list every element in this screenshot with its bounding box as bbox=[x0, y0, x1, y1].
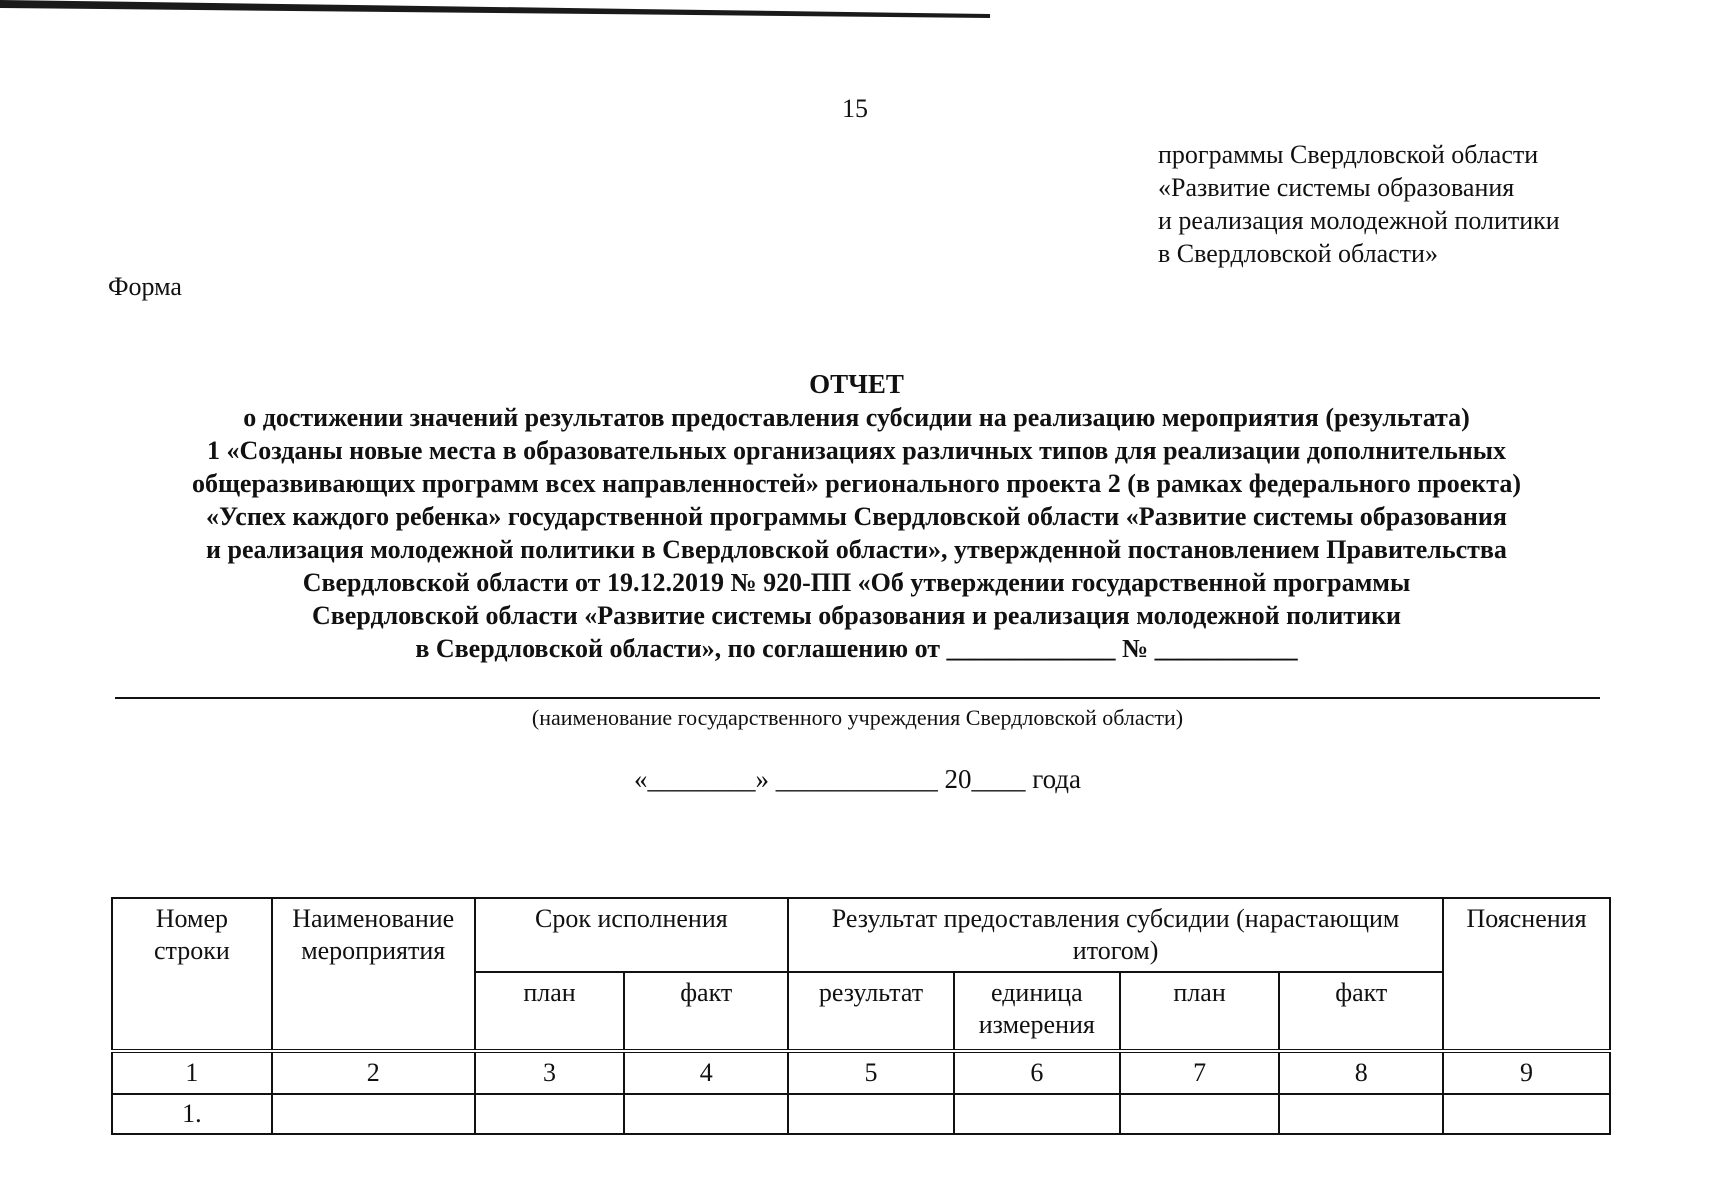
header-result-fact: факт bbox=[1279, 972, 1443, 1051]
title-line: о достижении значений результатов предоставления субсидии на реализацию мероприятия (результата) bbox=[243, 403, 1470, 432]
table-cell bbox=[1279, 1094, 1443, 1134]
table-row bbox=[112, 1094, 1610, 1134]
form-label: Форма bbox=[108, 272, 182, 301]
table-cell bbox=[788, 1094, 954, 1134]
column-number: 5 bbox=[788, 1051, 954, 1094]
header-line: «Развитие системы образования bbox=[1158, 173, 1515, 202]
header-line: программы Свердловской области bbox=[1158, 140, 1539, 169]
header-deadline-plan: план bbox=[475, 972, 625, 1051]
report-table bbox=[111, 897, 1611, 1135]
table-cell: 1. bbox=[112, 1094, 272, 1134]
page-number: 15 bbox=[842, 94, 868, 123]
title-line: Свердловской области «Развитие системы образования и реализация молодежной политики bbox=[311, 601, 1402, 630]
header-reference-block bbox=[1158, 138, 1658, 270]
header-event-name: Наименование мероприятия bbox=[272, 898, 475, 1051]
header-line: в Свердловской области» bbox=[1158, 239, 1438, 268]
table-cell bbox=[624, 1094, 788, 1134]
table-header-row bbox=[112, 898, 1610, 972]
column-number: 6 bbox=[954, 1051, 1120, 1094]
institution-name-line bbox=[115, 697, 1600, 699]
column-number: 1 bbox=[112, 1051, 272, 1094]
header-line: и реализация молодежной политики bbox=[1158, 206, 1560, 235]
institution-caption: (наименование государственного учреждения Свердловской области) bbox=[531, 705, 1184, 730]
header-result-plan: план bbox=[1120, 972, 1280, 1051]
table-cell bbox=[272, 1094, 475, 1134]
date-line: «________» ____________ 20____ года bbox=[633, 764, 1082, 794]
scan-edge-mark bbox=[0, 0, 990, 20]
title-line: Свердловской области от 19.12.2019 № 920-ПП «Об утверждении государственной программы bbox=[302, 568, 1411, 597]
header-result-value: результат bbox=[788, 972, 954, 1051]
table-cell bbox=[1120, 1094, 1280, 1134]
column-number: 8 bbox=[1279, 1051, 1443, 1094]
column-number: 9 bbox=[1443, 1051, 1610, 1094]
title-line: общеразвивающих программ всех направленностей» регионального проекта 2 (в рамках федерального проекта) bbox=[191, 469, 1522, 498]
title-line: 1 «Созданы новые места в образовательных организациях различных типов для реализации дополнительных bbox=[206, 436, 1507, 465]
header-deadline: Срок исполнения bbox=[475, 898, 788, 972]
header-result: Результат предоставления субсидии (нарастающим итогом) bbox=[788, 898, 1443, 972]
table-cell bbox=[1443, 1094, 1610, 1134]
table-cell bbox=[954, 1094, 1120, 1134]
header-row-number: Номер строки bbox=[112, 898, 272, 1051]
title-line: в Свердловской области», по соглашению от _____________ № ___________ bbox=[415, 634, 1298, 663]
title-line: и реализация молодежной политики в Свердловской области», утвержденной постановлением Правительства bbox=[206, 535, 1507, 564]
column-number: 7 bbox=[1120, 1051, 1280, 1094]
column-number-row bbox=[112, 1051, 1610, 1094]
header-notes: Пояснения bbox=[1443, 898, 1610, 1051]
header-deadline-fact: факт bbox=[624, 972, 788, 1051]
table-cell bbox=[475, 1094, 625, 1134]
report-heading: ОТЧЕТ bbox=[809, 369, 904, 399]
column-number: 4 bbox=[624, 1051, 788, 1094]
title-line: «Успех каждого ребенка» государственной программы Свердловской области «Развитие системы образования bbox=[206, 502, 1507, 531]
column-number: 3 bbox=[475, 1051, 625, 1094]
report-title bbox=[60, 368, 1653, 665]
header-unit: единица измерения bbox=[954, 972, 1120, 1051]
column-number: 2 bbox=[272, 1051, 475, 1094]
